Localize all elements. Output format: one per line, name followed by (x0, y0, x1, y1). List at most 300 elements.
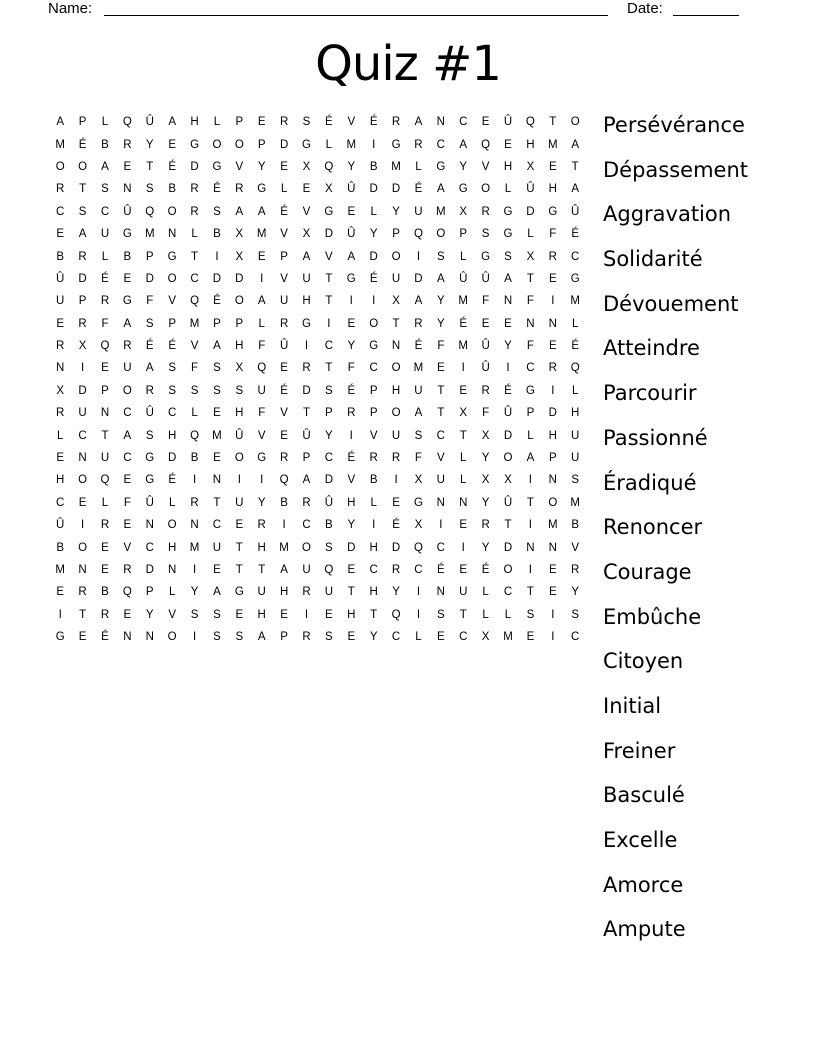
grid-letter[interactable]: I (349, 429, 353, 442)
grid-letter[interactable]: D (503, 541, 513, 554)
grid-letter[interactable]: O (122, 384, 132, 397)
grid-letter[interactable]: H (526, 138, 535, 151)
grid-letter[interactable]: I (416, 250, 421, 263)
grid-letter[interactable]: Û (503, 496, 513, 509)
grid-letter[interactable]: S (190, 384, 199, 397)
grid-letter[interactable]: Y (347, 340, 356, 353)
grid-letter[interactable]: R (302, 362, 311, 375)
grid-letter[interactable]: X (235, 250, 244, 263)
grid-letter[interactable]: A (145, 362, 154, 375)
grid-letter[interactable]: U (78, 407, 87, 420)
grid-letter[interactable]: R (369, 452, 378, 465)
grid-letter[interactable]: I (551, 608, 555, 621)
grid-letter[interactable]: M (413, 362, 424, 375)
grid-letter[interactable]: R (100, 295, 110, 308)
grid-letter[interactable]: I (58, 608, 62, 621)
grid-letter[interactable]: S (145, 317, 154, 330)
grid-letter[interactable]: I (416, 608, 421, 621)
grid-letter[interactable]: O (391, 407, 401, 420)
grid-letter[interactable]: E (481, 317, 490, 330)
grid-letter[interactable]: É (101, 631, 109, 644)
grid-letter[interactable]: P (78, 116, 87, 129)
grid-letter[interactable]: E (257, 250, 266, 263)
grid-letter[interactable]: A (414, 116, 423, 129)
grid-letter[interactable]: R (391, 564, 401, 576)
grid-letter[interactable]: C (123, 407, 132, 420)
grid-letter[interactable]: E (123, 474, 132, 487)
grid-letter[interactable]: D (145, 564, 154, 576)
grid-letter[interactable]: É (280, 205, 288, 218)
grid-letter[interactable]: Y (325, 429, 333, 442)
grid-letter[interactable]: E (548, 272, 557, 285)
grid-letter[interactable]: Y (481, 452, 490, 465)
grid-letter[interactable]: L (482, 608, 489, 621)
grid-letter[interactable]: C (123, 452, 132, 465)
grid-letter[interactable]: V (571, 541, 580, 554)
grid-letter[interactable]: E (526, 631, 535, 644)
grid-letter[interactable]: S (213, 362, 221, 375)
grid-letter[interactable]: B (56, 250, 65, 263)
grid-letter[interactable]: R (414, 138, 423, 151)
grid-letter[interactable]: N (145, 519, 154, 532)
grid-letter[interactable]: E (78, 631, 87, 644)
grid-letter[interactable]: U (459, 586, 468, 599)
grid-letter[interactable]: E (101, 541, 109, 554)
grid-letter[interactable]: S (145, 429, 154, 442)
grid-letter[interactable]: L (370, 205, 377, 218)
grid-letter[interactable]: R (123, 564, 132, 576)
grid-letter[interactable]: T (370, 608, 378, 621)
grid-letter[interactable]: R (190, 496, 199, 509)
grid-letter[interactable]: N (123, 183, 132, 196)
grid-letter[interactable]: X (56, 384, 65, 397)
grid-letter[interactable]: X (78, 340, 87, 353)
grid-letter[interactable]: G (391, 138, 401, 151)
grid-letter[interactable]: N (78, 564, 87, 576)
grid-letter[interactable]: É (414, 183, 423, 196)
grid-letter[interactable]: R (56, 407, 65, 420)
grid-letter[interactable]: É (325, 116, 333, 129)
grid-letter[interactable]: S (78, 205, 87, 218)
grid-letter[interactable]: R (571, 564, 580, 576)
grid-letter[interactable]: O (167, 205, 177, 218)
grid-letter[interactable]: R (279, 116, 289, 129)
grid-letter[interactable]: Q (570, 362, 580, 375)
grid-letter[interactable]: E (213, 407, 221, 420)
grid-letter[interactable]: U (571, 429, 580, 442)
grid-letter[interactable]: P (257, 138, 266, 151)
grid-letter[interactable]: M (570, 496, 580, 509)
grid-letter[interactable]: M (279, 541, 289, 554)
grid-letter[interactable]: R (145, 384, 154, 397)
grid-letter[interactable]: Y (347, 160, 356, 173)
grid-letter[interactable]: V (302, 205, 311, 218)
grid-letter[interactable]: U (212, 541, 222, 554)
grid-letter[interactable]: D (369, 183, 378, 196)
grid-letter[interactable]: H (347, 496, 356, 509)
grid-letter[interactable]: X (414, 519, 423, 532)
grid-letter[interactable]: E (257, 116, 266, 129)
grid-letter[interactable]: L (527, 228, 534, 241)
grid-letter[interactable]: L (482, 586, 489, 599)
grid-letter[interactable]: Û (145, 496, 154, 509)
grid-letter[interactable]: T (392, 317, 400, 330)
grid-letter[interactable]: E (101, 564, 109, 576)
grid-letter[interactable]: M (436, 205, 446, 218)
grid-letter[interactable]: É (571, 340, 580, 353)
grid-letter[interactable]: G (212, 160, 222, 173)
grid-letter[interactable]: D (302, 384, 311, 397)
grid-letter[interactable]: C (571, 631, 580, 644)
grid-letter[interactable]: Q (190, 295, 200, 308)
grid-letter[interactable]: G (257, 183, 267, 196)
grid-letter[interactable]: P (235, 317, 244, 330)
grid-letter[interactable]: R (347, 407, 356, 420)
grid-letter[interactable]: Q (413, 228, 423, 241)
grid-letter[interactable]: N (436, 586, 445, 599)
grid-letter[interactable]: C (145, 541, 154, 554)
grid-letter[interactable]: I (260, 272, 264, 285)
grid-letter[interactable]: O (570, 116, 580, 129)
grid-letter[interactable]: E (437, 362, 445, 375)
grid-letter[interactable]: F (146, 295, 154, 308)
grid-letter[interactable]: R (481, 384, 490, 397)
grid-letter[interactable]: R (123, 138, 132, 151)
grid-letter[interactable]: H (56, 474, 65, 487)
grid-letter[interactable]: Û (503, 407, 513, 420)
grid-letter[interactable]: A (437, 183, 445, 196)
grid-letter[interactable]: R (100, 608, 110, 621)
grid-letter[interactable]: G (145, 474, 155, 487)
grid-letter[interactable]: M (346, 138, 357, 151)
grid-letter[interactable]: D (548, 407, 557, 420)
grid-letter[interactable]: I (349, 295, 353, 308)
grid-letter[interactable]: X (481, 631, 490, 644)
grid-letter[interactable]: Q (257, 362, 267, 375)
grid-letter[interactable]: T (213, 496, 221, 509)
grid-letter[interactable]: X (235, 228, 244, 241)
grid-letter[interactable]: L (191, 228, 198, 241)
grid-letter[interactable]: A (414, 295, 423, 308)
grid-letter[interactable]: E (123, 519, 132, 532)
grid-letter[interactable]: U (123, 362, 132, 375)
grid-letter[interactable]: C (167, 407, 177, 420)
grid-letter[interactable]: B (325, 519, 333, 532)
grid-letter[interactable]: T (79, 608, 87, 621)
grid-letter[interactable]: G (525, 384, 535, 397)
grid-letter[interactable]: A (347, 250, 356, 263)
grid-letter[interactable]: T (235, 564, 243, 576)
grid-letter[interactable]: S (302, 116, 311, 129)
grid-letter[interactable]: U (391, 272, 401, 285)
grid-letter[interactable]: N (167, 228, 177, 241)
grid-letter[interactable]: T (459, 608, 467, 621)
grid-letter[interactable]: G (324, 205, 334, 218)
grid-letter[interactable]: B (190, 452, 199, 465)
grid-letter[interactable]: H (369, 586, 378, 599)
grid-letter[interactable]: G (346, 272, 356, 285)
grid-letter[interactable]: T (437, 407, 445, 420)
grid-letter[interactable]: É (145, 340, 154, 353)
grid-letter[interactable]: I (282, 519, 286, 532)
grid-letter[interactable]: C (503, 586, 513, 599)
grid-letter[interactable]: M (391, 160, 401, 173)
grid-letter[interactable]: I (80, 362, 85, 375)
grid-letter[interactable]: I (215, 250, 219, 263)
grid-letter[interactable]: Y (145, 608, 154, 621)
grid-letter[interactable]: C (436, 429, 445, 442)
grid-letter[interactable]: E (56, 452, 65, 465)
grid-letter[interactable]: R (414, 317, 423, 330)
grid-letter[interactable]: Û (481, 362, 490, 375)
grid-letter[interactable]: É (504, 384, 512, 397)
grid-letter[interactable]: H (503, 160, 513, 173)
grid-letter[interactable]: A (123, 317, 132, 330)
grid-letter[interactable]: S (101, 183, 109, 196)
grid-letter[interactable]: G (302, 138, 311, 151)
grid-letter[interactable]: H (571, 407, 580, 420)
grid-letter[interactable]: A (504, 272, 512, 285)
grid-letter[interactable]: V (168, 295, 176, 308)
grid-letter[interactable]: L (101, 496, 109, 509)
grid-letter[interactable]: R (100, 519, 110, 532)
grid-letter[interactable]: U (257, 586, 266, 599)
grid-letter[interactable]: R (391, 452, 401, 465)
grid-letter[interactable]: Y (145, 138, 154, 151)
grid-letter[interactable]: O (369, 317, 379, 330)
grid-letter[interactable]: E (101, 362, 109, 375)
grid-letter[interactable]: E (548, 586, 557, 599)
grid-letter[interactable]: D (167, 452, 177, 465)
grid-letter[interactable]: Û (56, 272, 65, 285)
grid-letter[interactable]: Q (413, 541, 423, 554)
grid-letter[interactable]: O (234, 452, 244, 465)
grid-letter[interactable]: V (123, 541, 132, 554)
grid-letter[interactable]: E (325, 608, 333, 621)
grid-letter[interactable]: F (526, 295, 534, 308)
grid-letter[interactable]: E (347, 631, 356, 644)
grid-letter[interactable]: O (391, 250, 401, 263)
grid-letter[interactable]: E (459, 564, 468, 576)
grid-letter[interactable]: A (459, 138, 468, 151)
grid-letter[interactable]: U (257, 384, 266, 397)
grid-letter[interactable]: Q (324, 564, 334, 576)
grid-letter[interactable]: S (325, 631, 333, 644)
grid-letter[interactable]: C (436, 138, 445, 151)
grid-letter[interactable]: G (167, 250, 177, 263)
grid-letter[interactable]: E (235, 519, 244, 532)
grid-letter[interactable]: N (123, 631, 132, 644)
grid-letter[interactable]: É (168, 474, 176, 487)
grid-letter[interactable]: E (280, 608, 288, 621)
grid-letter[interactable]: E (481, 116, 490, 129)
grid-letter[interactable]: X (235, 362, 244, 375)
grid-letter[interactable]: N (78, 452, 87, 465)
grid-letter[interactable]: P (280, 250, 288, 263)
grid-letter[interactable]: G (503, 228, 513, 241)
grid-letter[interactable]: V (168, 608, 176, 621)
grid-letter[interactable]: E (504, 317, 512, 330)
grid-letter[interactable]: É (347, 452, 356, 465)
grid-letter[interactable]: T (526, 586, 534, 599)
grid-letter[interactable]: U (279, 295, 289, 308)
grid-letter[interactable]: R (548, 250, 557, 263)
grid-letter[interactable]: G (481, 250, 491, 263)
grid-letter[interactable]: E (280, 160, 288, 173)
grid-letter[interactable]: Q (481, 138, 491, 151)
grid-letter[interactable]: L (460, 452, 467, 465)
grid-letter[interactable]: A (123, 429, 132, 442)
grid-letter[interactable]: L (191, 407, 198, 420)
grid-letter[interactable]: L (415, 160, 422, 173)
grid-letter[interactable]: O (436, 228, 446, 241)
grid-letter[interactable]: S (213, 608, 221, 621)
grid-letter[interactable]: Û (526, 183, 535, 196)
grid-letter[interactable]: C (369, 564, 378, 576)
grid-letter[interactable]: D (145, 272, 154, 285)
grid-letter[interactable]: N (503, 295, 513, 308)
grid-letter[interactable]: C (391, 631, 401, 644)
grid-letter[interactable]: N (190, 519, 199, 532)
grid-letter[interactable]: Y (481, 496, 490, 509)
grid-letter[interactable]: X (325, 183, 333, 196)
grid-letter[interactable]: X (526, 160, 535, 173)
grid-letter[interactable]: R (78, 250, 87, 263)
grid-letter[interactable]: R (391, 116, 401, 129)
grid-letter[interactable]: F (258, 407, 266, 420)
grid-letter[interactable]: I (461, 362, 465, 375)
grid-letter[interactable]: S (504, 250, 512, 263)
grid-letter[interactable]: A (302, 474, 311, 487)
grid-letter[interactable]: S (325, 541, 333, 554)
grid-letter[interactable]: M (458, 295, 469, 308)
name-blank-line[interactable] (104, 15, 608, 16)
grid-letter[interactable]: T (302, 407, 310, 420)
grid-letter[interactable]: H (235, 407, 244, 420)
grid-letter[interactable]: M (458, 340, 469, 353)
grid-letter[interactable]: P (369, 407, 378, 420)
grid-letter[interactable]: E (437, 631, 445, 644)
grid-letter[interactable]: E (280, 362, 288, 375)
grid-letter[interactable]: X (302, 228, 311, 241)
grid-letter[interactable]: H (190, 116, 199, 129)
grid-letter[interactable]: I (372, 519, 376, 532)
grid-letter[interactable]: R (279, 317, 289, 330)
grid-letter[interactable]: M (189, 541, 200, 554)
grid-letter[interactable]: P (459, 228, 468, 241)
grid-letter[interactable]: N (436, 496, 445, 509)
grid-letter[interactable]: F (123, 496, 131, 509)
grid-letter[interactable]: A (78, 228, 87, 241)
grid-letter[interactable]: V (235, 160, 244, 173)
grid-letter[interactable]: I (80, 519, 85, 532)
grid-letter[interactable]: É (213, 295, 221, 308)
grid-letter[interactable]: O (481, 183, 491, 196)
grid-letter[interactable]: S (571, 474, 580, 487)
grid-letter[interactable]: N (548, 317, 557, 330)
grid-letter[interactable]: D (503, 429, 513, 442)
grid-letter[interactable]: M (256, 228, 267, 241)
grid-letter[interactable]: É (481, 564, 490, 576)
grid-letter[interactable]: I (304, 608, 309, 621)
grid-letter[interactable]: U (414, 384, 423, 397)
grid-letter[interactable]: L (504, 183, 512, 196)
grid-letter[interactable]: É (78, 138, 87, 151)
grid-letter[interactable]: O (234, 295, 244, 308)
grid-letter[interactable]: G (302, 317, 311, 330)
grid-letter[interactable]: Y (437, 295, 445, 308)
grid-letter[interactable]: G (145, 452, 155, 465)
grid-letter[interactable]: Q (279, 474, 289, 487)
grid-letter[interactable]: T (504, 519, 512, 532)
grid-letter[interactable]: S (235, 384, 244, 397)
grid-letter[interactable]: X (459, 205, 468, 218)
grid-letter[interactable]: P (526, 407, 535, 420)
grid-letter[interactable]: G (548, 205, 558, 218)
grid-letter[interactable]: S (190, 608, 199, 621)
grid-letter[interactable]: C (324, 340, 334, 353)
grid-letter[interactable]: N (526, 317, 535, 330)
grid-letter[interactable]: L (168, 586, 176, 599)
grid-letter[interactable]: I (528, 564, 532, 576)
grid-letter[interactable]: P (369, 384, 378, 397)
grid-letter[interactable]: T (549, 116, 557, 129)
grid-letter[interactable]: Û (123, 205, 132, 218)
grid-letter[interactable]: H (302, 295, 311, 308)
grid-letter[interactable]: É (437, 564, 445, 576)
grid-letter[interactable]: V (325, 250, 333, 263)
grid-letter[interactable]: G (458, 183, 468, 196)
grid-letter[interactable]: H (391, 384, 401, 397)
grid-letter[interactable]: B (369, 474, 378, 487)
grid-letter[interactable]: L (527, 429, 534, 442)
grid-letter[interactable]: V (347, 474, 356, 487)
grid-letter[interactable]: A (257, 631, 266, 644)
grid-letter[interactable]: Û (145, 407, 154, 420)
grid-letter[interactable]: E (123, 272, 132, 285)
grid-letter[interactable]: S (213, 631, 221, 644)
grid-letter[interactable]: E (280, 429, 288, 442)
grid-letter[interactable]: S (168, 362, 176, 375)
grid-letter[interactable]: Û (347, 183, 356, 196)
grid-letter[interactable]: D (190, 160, 199, 173)
grid-letter[interactable]: F (347, 362, 355, 375)
grid-letter[interactable]: C (459, 116, 468, 129)
grid-letter[interactable]: P (548, 452, 557, 465)
grid-letter[interactable]: Û (56, 519, 65, 532)
grid-letter[interactable]: R (56, 340, 65, 353)
grid-letter[interactable]: N (145, 631, 154, 644)
grid-letter[interactable]: X (392, 295, 400, 308)
grid-letter[interactable]: F (526, 340, 534, 353)
grid-letter[interactable]: D (391, 541, 401, 554)
grid-letter[interactable]: I (528, 519, 532, 532)
grid-letter[interactable]: L (56, 429, 64, 442)
grid-letter[interactable]: L (460, 250, 467, 263)
grid-letter[interactable]: R (190, 183, 199, 196)
grid-letter[interactable]: P (168, 317, 176, 330)
grid-letter[interactable]: Q (122, 116, 132, 129)
grid-letter[interactable]: V (280, 272, 288, 285)
grid-letter[interactable]: G (413, 496, 423, 509)
grid-letter[interactable]: E (347, 564, 356, 576)
grid-letter[interactable]: I (192, 564, 197, 576)
grid-letter[interactable]: L (101, 116, 109, 129)
grid-letter[interactable]: T (325, 362, 333, 375)
grid-letter[interactable]: A (257, 295, 266, 308)
grid-letter[interactable]: B (101, 138, 109, 151)
grid-letter[interactable]: Q (525, 116, 535, 129)
